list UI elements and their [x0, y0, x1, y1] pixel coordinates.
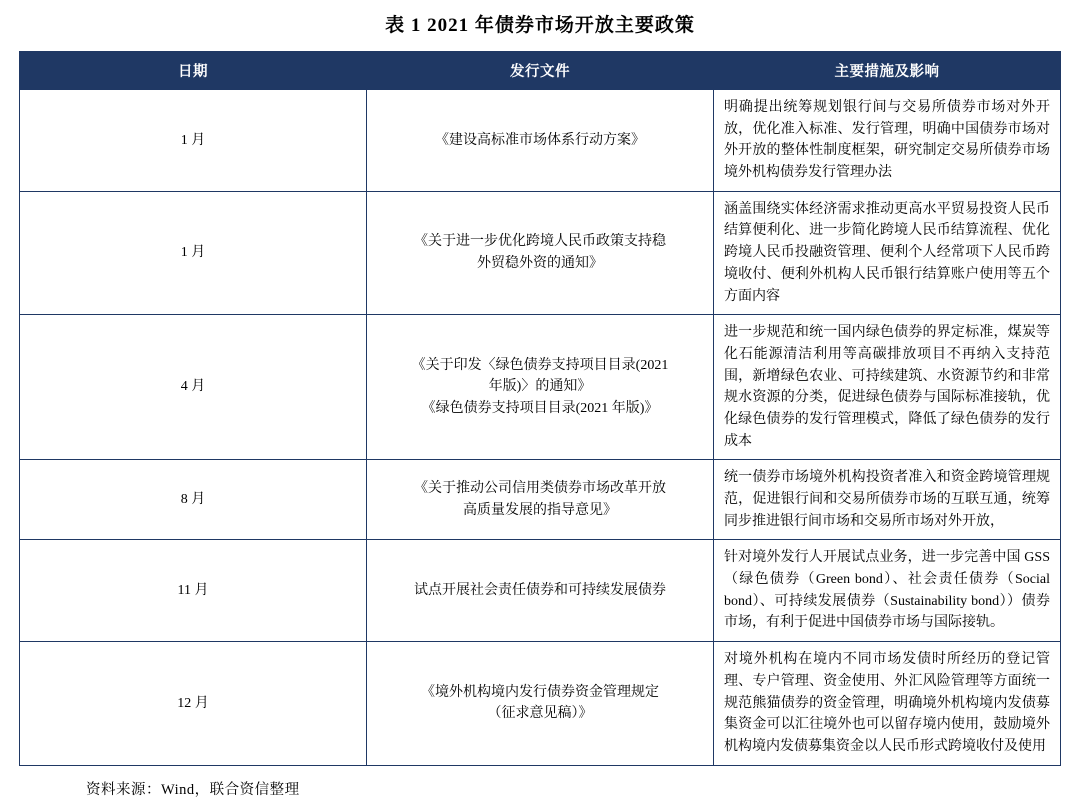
cell-date: 1 月	[20, 90, 367, 192]
cell-date: 4 月	[20, 315, 367, 460]
table-row	[20, 642, 1061, 765]
table-row	[20, 90, 1061, 192]
cell-date: 12 月	[20, 642, 367, 765]
cell-document	[367, 460, 714, 540]
table-row	[20, 540, 1061, 642]
document-line: 《建设高标准市场体系行动方案》	[435, 132, 645, 148]
source-note: 资料来源：Wind，联合资信整理	[86, 781, 300, 798]
table-row	[20, 191, 1061, 314]
document-line: 年版)〉的通知》	[488, 379, 592, 395]
column-header-date: 日期	[20, 52, 367, 90]
cell-measures: 进一步规范和统一国内绿色债券的界定标准，煤炭等化石能源清洁利用等高碳排放项目不再纳入支持范围，新增绿色农业、可持续建筑、水资源节约和非常规水资源的分类，促进绿色债券与国际标准接轨，优化绿色债券的发行管理模式，降低了绿色债券的发行成本	[714, 315, 1061, 460]
document-line: 试点开展社会责任债券和可持续发展债券	[414, 582, 666, 598]
document-line: 《关于进一步优化跨境人民币政策支持稳	[414, 234, 666, 250]
cell-document	[367, 642, 714, 765]
cell-measures: 明确提出统筹规划银行间与交易所债券市场对外开放，优化准入标准、发行管理，明确中国债券市场对外开放的整体性制度框架，研究制定交易所债券市场境外机构债券发行管理办法	[714, 90, 1061, 192]
document-line: 《境外机构境内发行债券资金管理规定	[421, 684, 659, 700]
cell-document	[367, 540, 714, 642]
cell-date: 1 月	[20, 191, 367, 314]
cell-date: 11 月	[20, 540, 367, 642]
cell-date: 8 月	[20, 460, 367, 540]
table-body	[20, 90, 1061, 766]
cell-measures: 针对境外发行人开展试点业务，进一步完善中国 GSS（绿色债券（Green bond）、社会责任债券（Social bond）、可持续发展债券（Sustainability bond））债券市场，有利于促进中国债券市场与国际接轨。	[714, 540, 1061, 642]
table-header-row	[20, 52, 1061, 90]
cell-document	[367, 90, 714, 192]
table-row	[20, 460, 1061, 540]
document-line: 《绿色债券支持项目目录(2021 年版)》	[421, 401, 659, 417]
document-line: 高质量发展的指导意见》	[463, 502, 617, 518]
cell-measures: 涵盖围绕实体经济需求推动更高水平贸易投资人民币结算便利化、进一步简化跨境人民币结算流程、优化跨境人民币投融资管理、便利个人经常项下人民币跨境收付、便利外机构人民币银行结算账户使用等五个方面内容	[714, 191, 1061, 314]
column-header-document: 发行文件	[367, 52, 714, 90]
document-line: （征求意见稿）》	[487, 706, 593, 722]
page-title: 表 1 2021 年债券市场开放主要政策	[385, 15, 695, 36]
document-line: 《关于推动公司信用类债券市场改革开放	[414, 481, 666, 497]
document-line: 《关于印发〈绿色债券支持项目目录(2021	[411, 357, 669, 373]
cell-measures: 统一债券市场境外机构投资者准入和资金跨境管理规范，促进银行间和交易所债券市场的互联互通，统筹同步推进银行间市场和交易所市场对外开放，	[714, 460, 1061, 540]
cell-document	[367, 315, 714, 460]
cell-document	[367, 191, 714, 314]
policy-table	[19, 51, 1061, 766]
cell-measures: 对境外机构在境内不同市场发债时所经历的登记管理、专户管理、资金使用、外汇风险管理等方面统一规范熊猫债券的资金管理，明确境外机构境内发债募集资金可以汇往境外也可以留存境内使用，鼓励境外机构境内发债募集资金以人民币形式跨境收付及使用	[714, 642, 1061, 765]
table-row	[20, 315, 1061, 460]
document-line: 外贸稳外资的通知》	[477, 255, 603, 271]
table-header	[20, 52, 1061, 90]
column-header-measures: 主要措施及影响	[714, 52, 1061, 90]
